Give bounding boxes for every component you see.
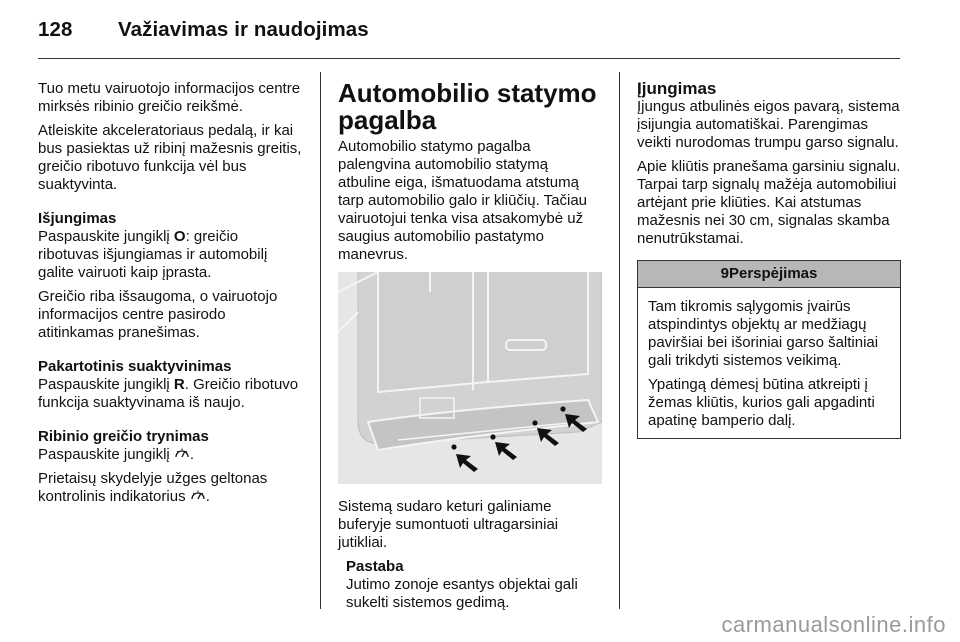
watermark: carmanualsonline.info bbox=[721, 612, 946, 637]
van-rear-drawing bbox=[338, 272, 602, 484]
rear-bumper-sensors-illustration bbox=[338, 272, 602, 484]
page-header bbox=[38, 18, 369, 42]
sensor-dot bbox=[451, 444, 456, 449]
column-3 bbox=[637, 80, 903, 439]
column-2 bbox=[338, 80, 604, 618]
section-heading: Išjungimas bbox=[38, 210, 117, 227]
column-divider bbox=[619, 72, 620, 609]
header-rule bbox=[38, 58, 900, 59]
column-divider bbox=[320, 72, 321, 609]
paragraph: Tam tikromis sąlygomis įvairūs atspindintys objektų ar medžiagų paviršiai bei išoriniai garso šaltiniai gali trikdyti sistemos veikimą. bbox=[648, 298, 879, 369]
section-title: Automobilio statymo pagalba bbox=[338, 78, 597, 135]
paragraph: Ypatingą dėmesį būtina atkreipti į žemas kliūtis, kurios gali apgadinti apatinę bamperio dalį. bbox=[648, 376, 875, 429]
warning-title: Perspėjimas bbox=[728, 265, 818, 282]
warning-header bbox=[638, 261, 900, 288]
column-1 bbox=[38, 80, 303, 512]
note-text: Jutimo zonoje esantys objektai gali sukelti sistemos gedimą. bbox=[346, 576, 578, 611]
off-switch-symbol: O bbox=[173, 228, 186, 245]
sensor-dot bbox=[490, 434, 495, 439]
paragraph: Atleiskite akceleratoriaus pedalą, ir kai bus pasiektas už ribinį mažesnis greitis, greičio ribotuvo funkcija vėl bus suaktyvinta. bbox=[38, 122, 302, 193]
paragraph: Automobilio statymo pagalba palengvina automobilio statymą atbuline eiga, išmatuodama atstumą tarp automobilio galo ir kliūčių. Tačiau vairuotojui tenka visa atsakomybė už saugius automobilio pastatymo manevrus. bbox=[338, 138, 588, 263]
section-heading: Ribinio greičio trynimas bbox=[38, 428, 209, 445]
paragraph: Įjungus atbulinės eigos pavarą, sistema įsijungia automatiškai. Parengimas veikti nurodomas trumpu garso signalu. bbox=[637, 98, 900, 151]
warning-icon: 9 bbox=[720, 265, 729, 282]
paragraph: Apie kliūtis pranešama garsiniu signalu. Tarpai tarp signalų mažėja automobiliui artėjant prie kliūties. Kai atstumas mažesnis nei 30 cm, signalas skamba nenutrūkstamai. bbox=[637, 158, 901, 247]
note-heading: Pastaba bbox=[346, 558, 404, 575]
speed-limiter-icon bbox=[174, 446, 190, 460]
chapter-title: Važiavimas ir naudojimas bbox=[118, 18, 369, 41]
paragraph: Paspauskite jungiklį . bbox=[38, 446, 195, 463]
paragraph: Paspauskite jungiklį O: greičio ribotuvas išjungiamas ir automobilį galite vairuoti kaip įprasta. bbox=[38, 228, 268, 281]
note-box bbox=[338, 558, 604, 612]
paragraph: Paspauskite jungiklį R. Greičio ribotuvo funkcija suaktyvinama iš naujo. bbox=[38, 376, 299, 411]
paragraph: Greičio riba išsaugoma, o vairuotojo informacijos centre pasirodo atitinkamas pranešimas. bbox=[38, 288, 278, 341]
sensor-dot bbox=[532, 420, 537, 425]
speed-limiter-icon bbox=[190, 488, 206, 502]
section-heading: Pakartotinis suaktyvinimas bbox=[38, 358, 232, 375]
paragraph: Tuo metu vairuotojo informacijos centre mirksės ribinio greičio reikšmė. bbox=[38, 80, 301, 115]
page-number: 128 bbox=[38, 18, 73, 41]
warning-box bbox=[637, 260, 901, 439]
sensor-dot bbox=[560, 406, 565, 411]
warning-body bbox=[638, 288, 900, 438]
paragraph: Sistemą sudaro keturi galiniame buferyje sumontuoti ultragarsiniai jutikliai. bbox=[338, 498, 559, 551]
paragraph: Prietaisų skydelyje užges geltonas kontrolinis indikatorius . bbox=[38, 470, 268, 505]
section-heading: Įjungimas bbox=[637, 79, 717, 98]
